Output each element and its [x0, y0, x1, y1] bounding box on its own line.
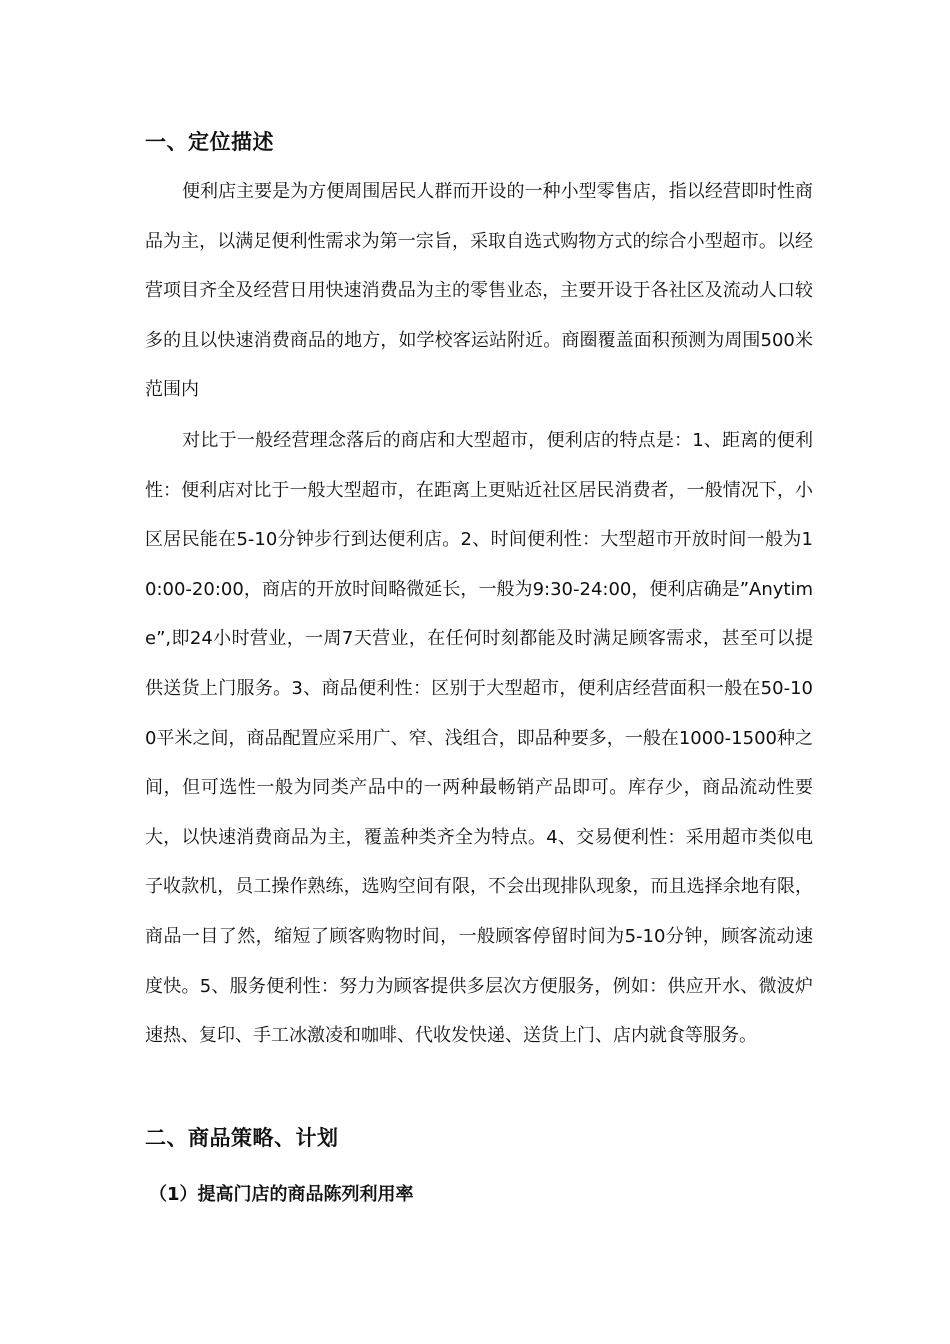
paragraph-text: 便利店主要是为方便周围居民人群而开设的一种小型零售店，指以经营即时性商品为主，以满足便利性需求为第一宗旨，采取自选式购物方式的综合小型超市。以经营项目齐全及经营日用快速消费品为主的零售业态，主要开设于各社区及流动人口较多的且以快速消费商品的地方，如学校客运站附近。商圈覆盖面积预测为周围500米范围内 — [145, 181, 813, 401]
paragraph-positioning-intro — [145, 167, 813, 415]
section-heading-product-strategy: 二、商品策略、计划 — [145, 1126, 339, 1150]
subheading-display-utilization: （1）提高门店的商品陈列利用率 — [149, 1184, 414, 1205]
section-heading-positioning: 一、定位描述 — [145, 130, 274, 154]
paragraph-text: 对比于一般经营理念落后的商店和大型超市，便利店的特点是：1、距离的便利性：便利店对比于一般大型超市，在距离上更贴近社区居民消费者，一般情况下，小区居民能在5-10分钟步行到达便利店。2、时间便利性：大型超市开放时间一般为10:00-20:00，商店的开放时间略微延长，一般为9:30-24:00，便利店确是”Anytime”,即24小时营业，一周7天营业，在任何时刻都能及时满足顾客需求，甚至可以提供送货上门服务。3、商品便利性：区别于大型超市，便利店经营面积一般在50-100平米之间，商品配置应采用广、窄、浅组合，即品种要多，一般在1000-1500种之间，但可选性一般为同类产品中的一两种最畅销产品即可。库存少，商品流动性要大，以快速消费商品为主，覆盖种类齐全为特点。4、交易便利性：采用超市类似电子收款机，员工操作熟练，选购空间有限，不会出现排队现象，而且选择余地有限，商品一目了然，缩短了顾客购物时间，一般顾客停留时间为5-10分钟，顾客流动速度快。5、服务便利性：努力为顾客提供多层次方便服务，例如：供应开水、微波炉速热、复印、手工冰激凌和咖啡、代收发快递、送货上门、店内就食等服务。 — [145, 430, 813, 1047]
paragraph-convenience-features — [145, 416, 813, 1061]
